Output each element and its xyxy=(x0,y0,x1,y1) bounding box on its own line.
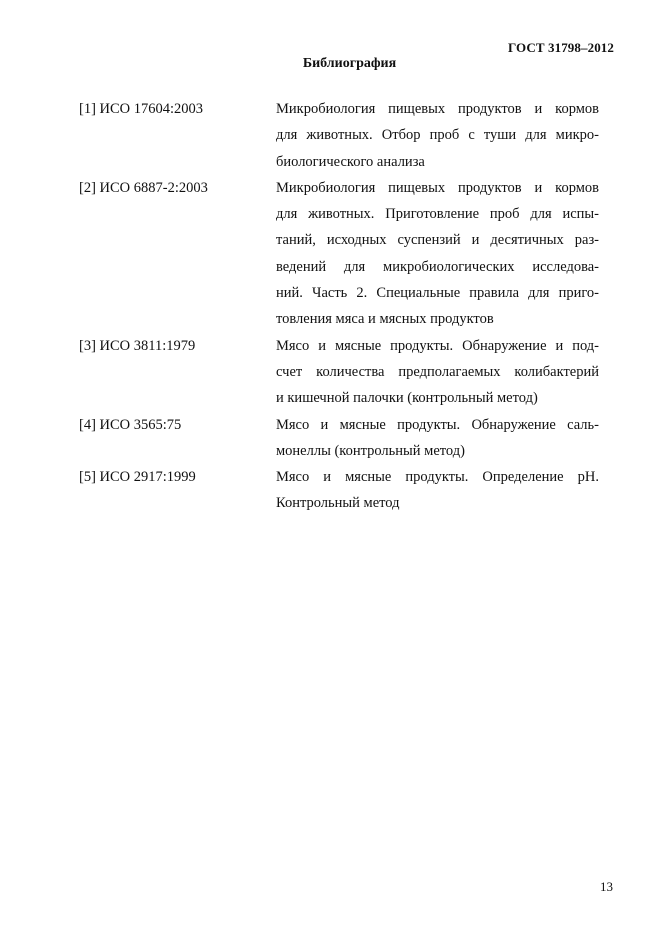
entry-description xyxy=(276,412,599,465)
description-line: биологического анализа xyxy=(276,153,425,170)
description-line: Микробиология пищевых продуктов и кормов xyxy=(276,101,599,117)
description-line: Мясо и мясные продукты. Обнаружение саль- xyxy=(276,416,599,433)
section-title: Библиография xyxy=(302,56,397,71)
entry-reference: [5] ИСО 2917:1999 xyxy=(79,469,196,486)
description-line: счет количества предполагаемых колибактерий xyxy=(276,363,599,380)
description-line: таний, исходных суспензий и десятичных раз- xyxy=(276,232,599,249)
bibliography-entry xyxy=(79,464,599,517)
description-line: для животных. Приготовление проб для испы- xyxy=(276,206,599,223)
bibliography-entry xyxy=(79,175,599,333)
entry-description xyxy=(276,333,599,412)
entry-reference: [4] ИСО 3565:75 xyxy=(79,416,182,433)
entry-reference: [3] ИСО 3811:1979 xyxy=(79,337,196,354)
description-line: ведений для микробиологических исследова- xyxy=(276,258,599,275)
description-line: монеллы (контрольный метод) xyxy=(276,442,465,459)
document-code: ГОСТ 31798–2012 xyxy=(507,40,614,55)
description-line: товления мяса и мясных продуктов xyxy=(276,311,494,328)
description-line: Микробиология пищевых продуктов и кормов xyxy=(276,179,599,196)
entry-reference: [1] ИСО 17604:2003 xyxy=(79,101,204,117)
description-line: Мясо и мясные продукты. Определение pH. xyxy=(276,469,599,486)
description-line: для животных. Отбор проб с туши для микро- xyxy=(276,127,599,144)
description-line: Мясо и мясные продукты. Обнаружение и под- xyxy=(276,337,599,354)
description-line: и кишечной палочки (контрольный метод) xyxy=(276,390,538,407)
bibliography-list xyxy=(79,96,599,517)
entry-description xyxy=(276,96,599,175)
bibliography-entry xyxy=(79,96,599,175)
description-line: Контрольный метод xyxy=(276,495,400,512)
entry-description xyxy=(276,464,599,517)
description-line: ний. Часть 2. Специальные правила для приго- xyxy=(276,285,599,302)
entry-reference: [2] ИСО 6887-2:2003 xyxy=(79,179,208,196)
entry-description xyxy=(276,175,599,333)
bibliography-entry xyxy=(79,412,599,465)
bibliography-entry xyxy=(79,333,599,412)
page-number: 13 xyxy=(600,879,613,894)
